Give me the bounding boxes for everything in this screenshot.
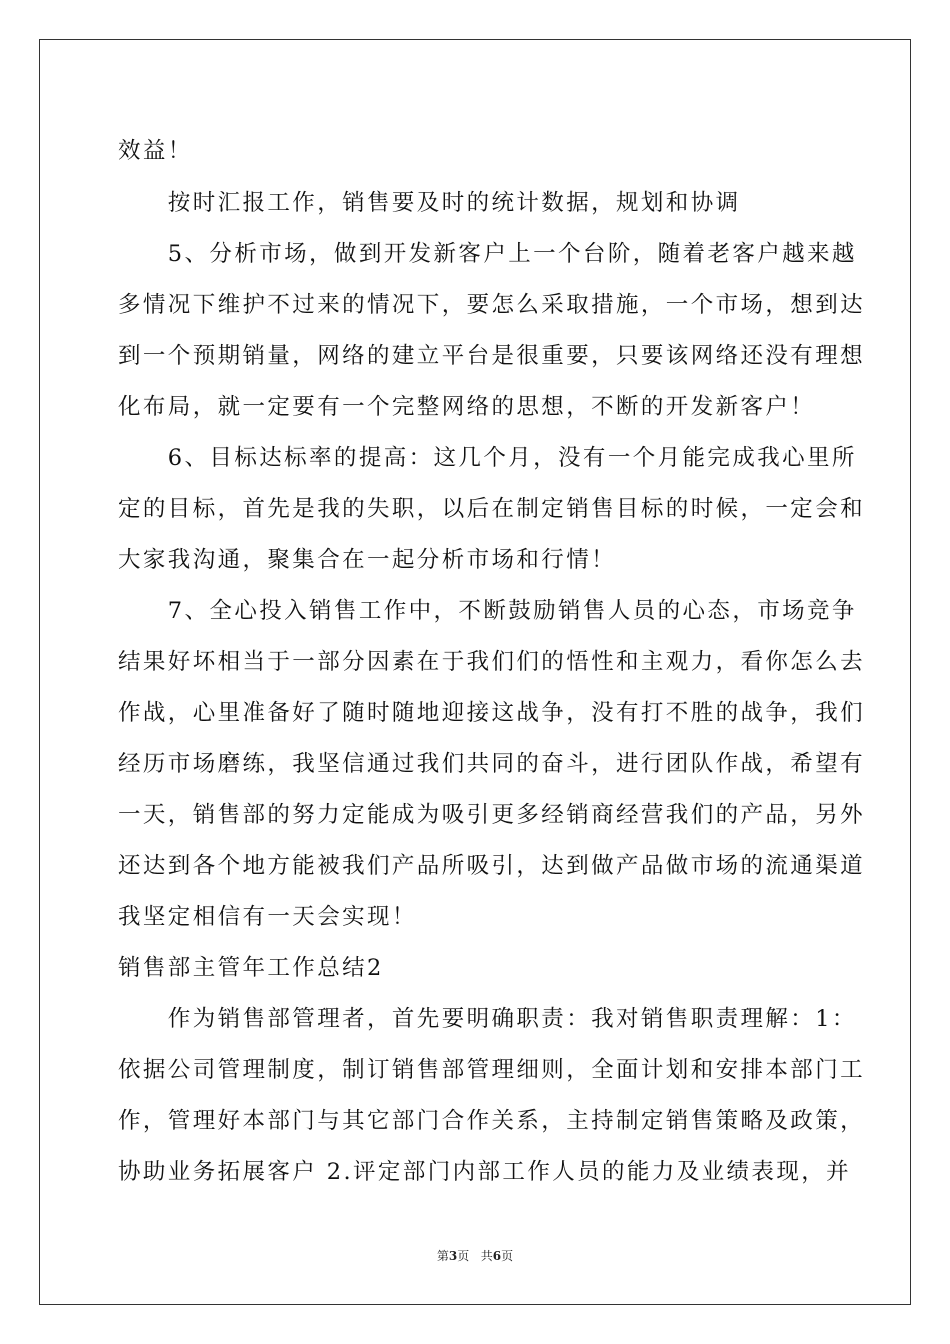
text-line: 协助业务拓展客户 2.评定部门内部工作人员的能力及业绩表现，并 bbox=[118, 1159, 852, 1185]
text-line: 作战，心里准备好了随时随地迎接这战争，没有打不胜的战争，我们 bbox=[118, 700, 866, 726]
text-line: 6、目标达标率的提高：这几个月，没有一个月能完成我心里所 bbox=[118, 445, 857, 471]
page-prefix: 第 bbox=[436, 1249, 449, 1263]
text-line: 7、全心投入销售工作中，不断鼓励销售人员的心态，市场竞争 bbox=[118, 598, 857, 624]
text-line: 多情况下维护不过来的情况下，要怎么采取措施，一个市场，想到达 bbox=[118, 292, 866, 318]
text-line: 结果好坏相当于一部分因素在于我们们的悟性和主观力，看你怎么去 bbox=[118, 649, 866, 675]
text-line: 按时汇报工作，销售要及时的统计数据，规划和协调 bbox=[118, 190, 741, 216]
text-line: 作为销售部管理者，首先要明确职责：我对销售职责理解：1： bbox=[118, 1006, 857, 1032]
text-line: 效益！ bbox=[118, 138, 193, 164]
page-footer bbox=[0, 1247, 950, 1264]
text-line: 到一个预期销量，网络的建立平台是很重要，只要该网络还没有理想 bbox=[118, 343, 866, 369]
text-line: 依据公司管理制度，制订销售部管理细则，全面计划和安排本部门工 bbox=[118, 1057, 866, 1083]
page-suffix: 页 bbox=[457, 1249, 470, 1263]
page-current: 3 bbox=[448, 1249, 458, 1263]
text-line: 化布局，就一定要有一个完整网络的思想，不断的开发新客户！ bbox=[118, 394, 816, 420]
section-heading: 销售部主管年工作总结2 bbox=[118, 955, 384, 981]
total-prefix: 共 bbox=[480, 1249, 493, 1263]
text-line: 定的目标，首先是我的失职，以后在制定销售目标的时候，一定会和 bbox=[118, 496, 866, 522]
text-line: 经历市场磨练，我坚信通过我们共同的奋斗，进行团队作战，希望有 bbox=[118, 751, 866, 777]
text-line: 我坚定相信有一天会实现！ bbox=[118, 904, 417, 930]
text-line: 一天，销售部的努力定能成为吸引更多经销商经营我们的产品，另外 bbox=[118, 802, 866, 828]
text-line: 大家我沟通，聚集合在一起分析市场和行情！ bbox=[118, 547, 617, 573]
text-line: 5、分析市场，做到开发新客户上一个台阶，随着老客户越来越 bbox=[118, 241, 857, 267]
text-line: 还达到各个地方能被我们产品所吸引，达到做产品做市场的流通渠道 bbox=[118, 853, 866, 879]
total-suffix: 页 bbox=[501, 1249, 514, 1263]
text-line: 作，管理好本部门与其它部门合作关系，主持制定销售策略及政策， bbox=[118, 1108, 866, 1134]
page-total: 6 bbox=[492, 1249, 502, 1263]
